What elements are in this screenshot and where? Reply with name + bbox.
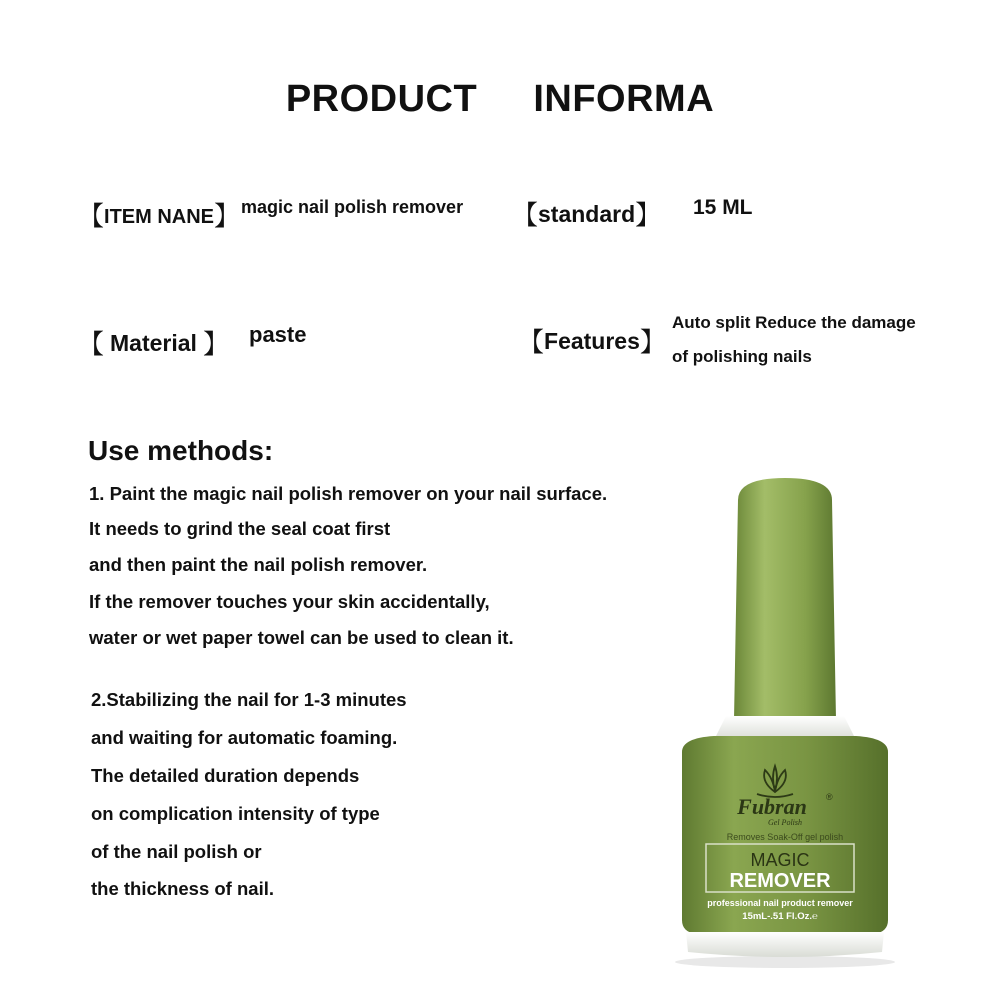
features-label: [518, 320, 666, 357]
step2-line: The detailed duration depends: [91, 765, 360, 786]
bracket-close: 】: [202, 329, 229, 359]
bracket-open: 【: [78, 329, 105, 359]
step2-line: and waiting for automatic foaming.: [91, 727, 398, 748]
title-part-1: PRODUCT: [285, 78, 478, 120]
standard-value: 15 ML: [693, 196, 753, 219]
material-label: [78, 322, 229, 359]
features-value-line-2: of polishing nails: [672, 347, 812, 366]
title-part-2: INFORMA: [533, 78, 715, 120]
step2-line: on complication intensity of type: [91, 803, 380, 824]
bottle-registered: ®: [826, 792, 833, 802]
step1-line: water or wet paper towel can be used to clean it.: [89, 627, 514, 648]
step1-line: If the remover touches your skin accidentally,: [89, 591, 490, 612]
bracket-close: 】: [214, 201, 241, 231]
material-value: paste: [249, 322, 307, 347]
step2-line: the thickness of nail.: [91, 878, 274, 899]
features-value-line-1: Auto split Reduce the damage: [672, 313, 916, 332]
material-label-text: Material: [110, 330, 197, 356]
features-label-text: Features: [544, 328, 640, 354]
bracket-open: 【: [78, 201, 105, 231]
step1-line: It needs to grind the seal coat first: [89, 518, 391, 539]
item-name-value: magic nail polish remover: [241, 197, 464, 217]
bracket-close: 】: [635, 200, 662, 230]
bottle-tagline: Removes Soak-Off gel polish: [726, 832, 844, 842]
item-name-label-text: ITEM NANE: [104, 206, 215, 228]
item-name-label: [78, 194, 240, 231]
step2-line: 2.Stabilizing the nail for 1-3 minutes: [91, 689, 407, 710]
bottle-desc: professional nail product remover: [707, 898, 853, 908]
bottle-brand: Fubran: [737, 794, 807, 819]
bracket-close: 】: [639, 327, 666, 357]
step2-line: of the nail polish or: [91, 841, 262, 862]
standard-label-text: standard: [538, 201, 636, 227]
bracket-open: 【: [518, 327, 545, 357]
bracket-open: 【: [512, 200, 539, 230]
use-methods-heading: Use methods:: [88, 435, 274, 466]
bottle-volume: 15mL-.51 Fl.Oz.℮: [742, 911, 818, 922]
standard-label: [512, 193, 661, 230]
page-title: [0, 78, 1000, 121]
bottle-name-line-2: REMOVER: [729, 870, 831, 892]
bottle-name-line-1: MAGIC: [750, 850, 810, 870]
step1-line: 1. Paint the magic nail polish remover on your nail surface.: [89, 483, 608, 504]
bottle-subbrand: Gel Polish: [768, 818, 802, 827]
step1-line: and then paint the nail polish remover.: [89, 554, 428, 575]
product-bottle-image: [660, 470, 910, 970]
bottle-cap: [734, 478, 836, 720]
